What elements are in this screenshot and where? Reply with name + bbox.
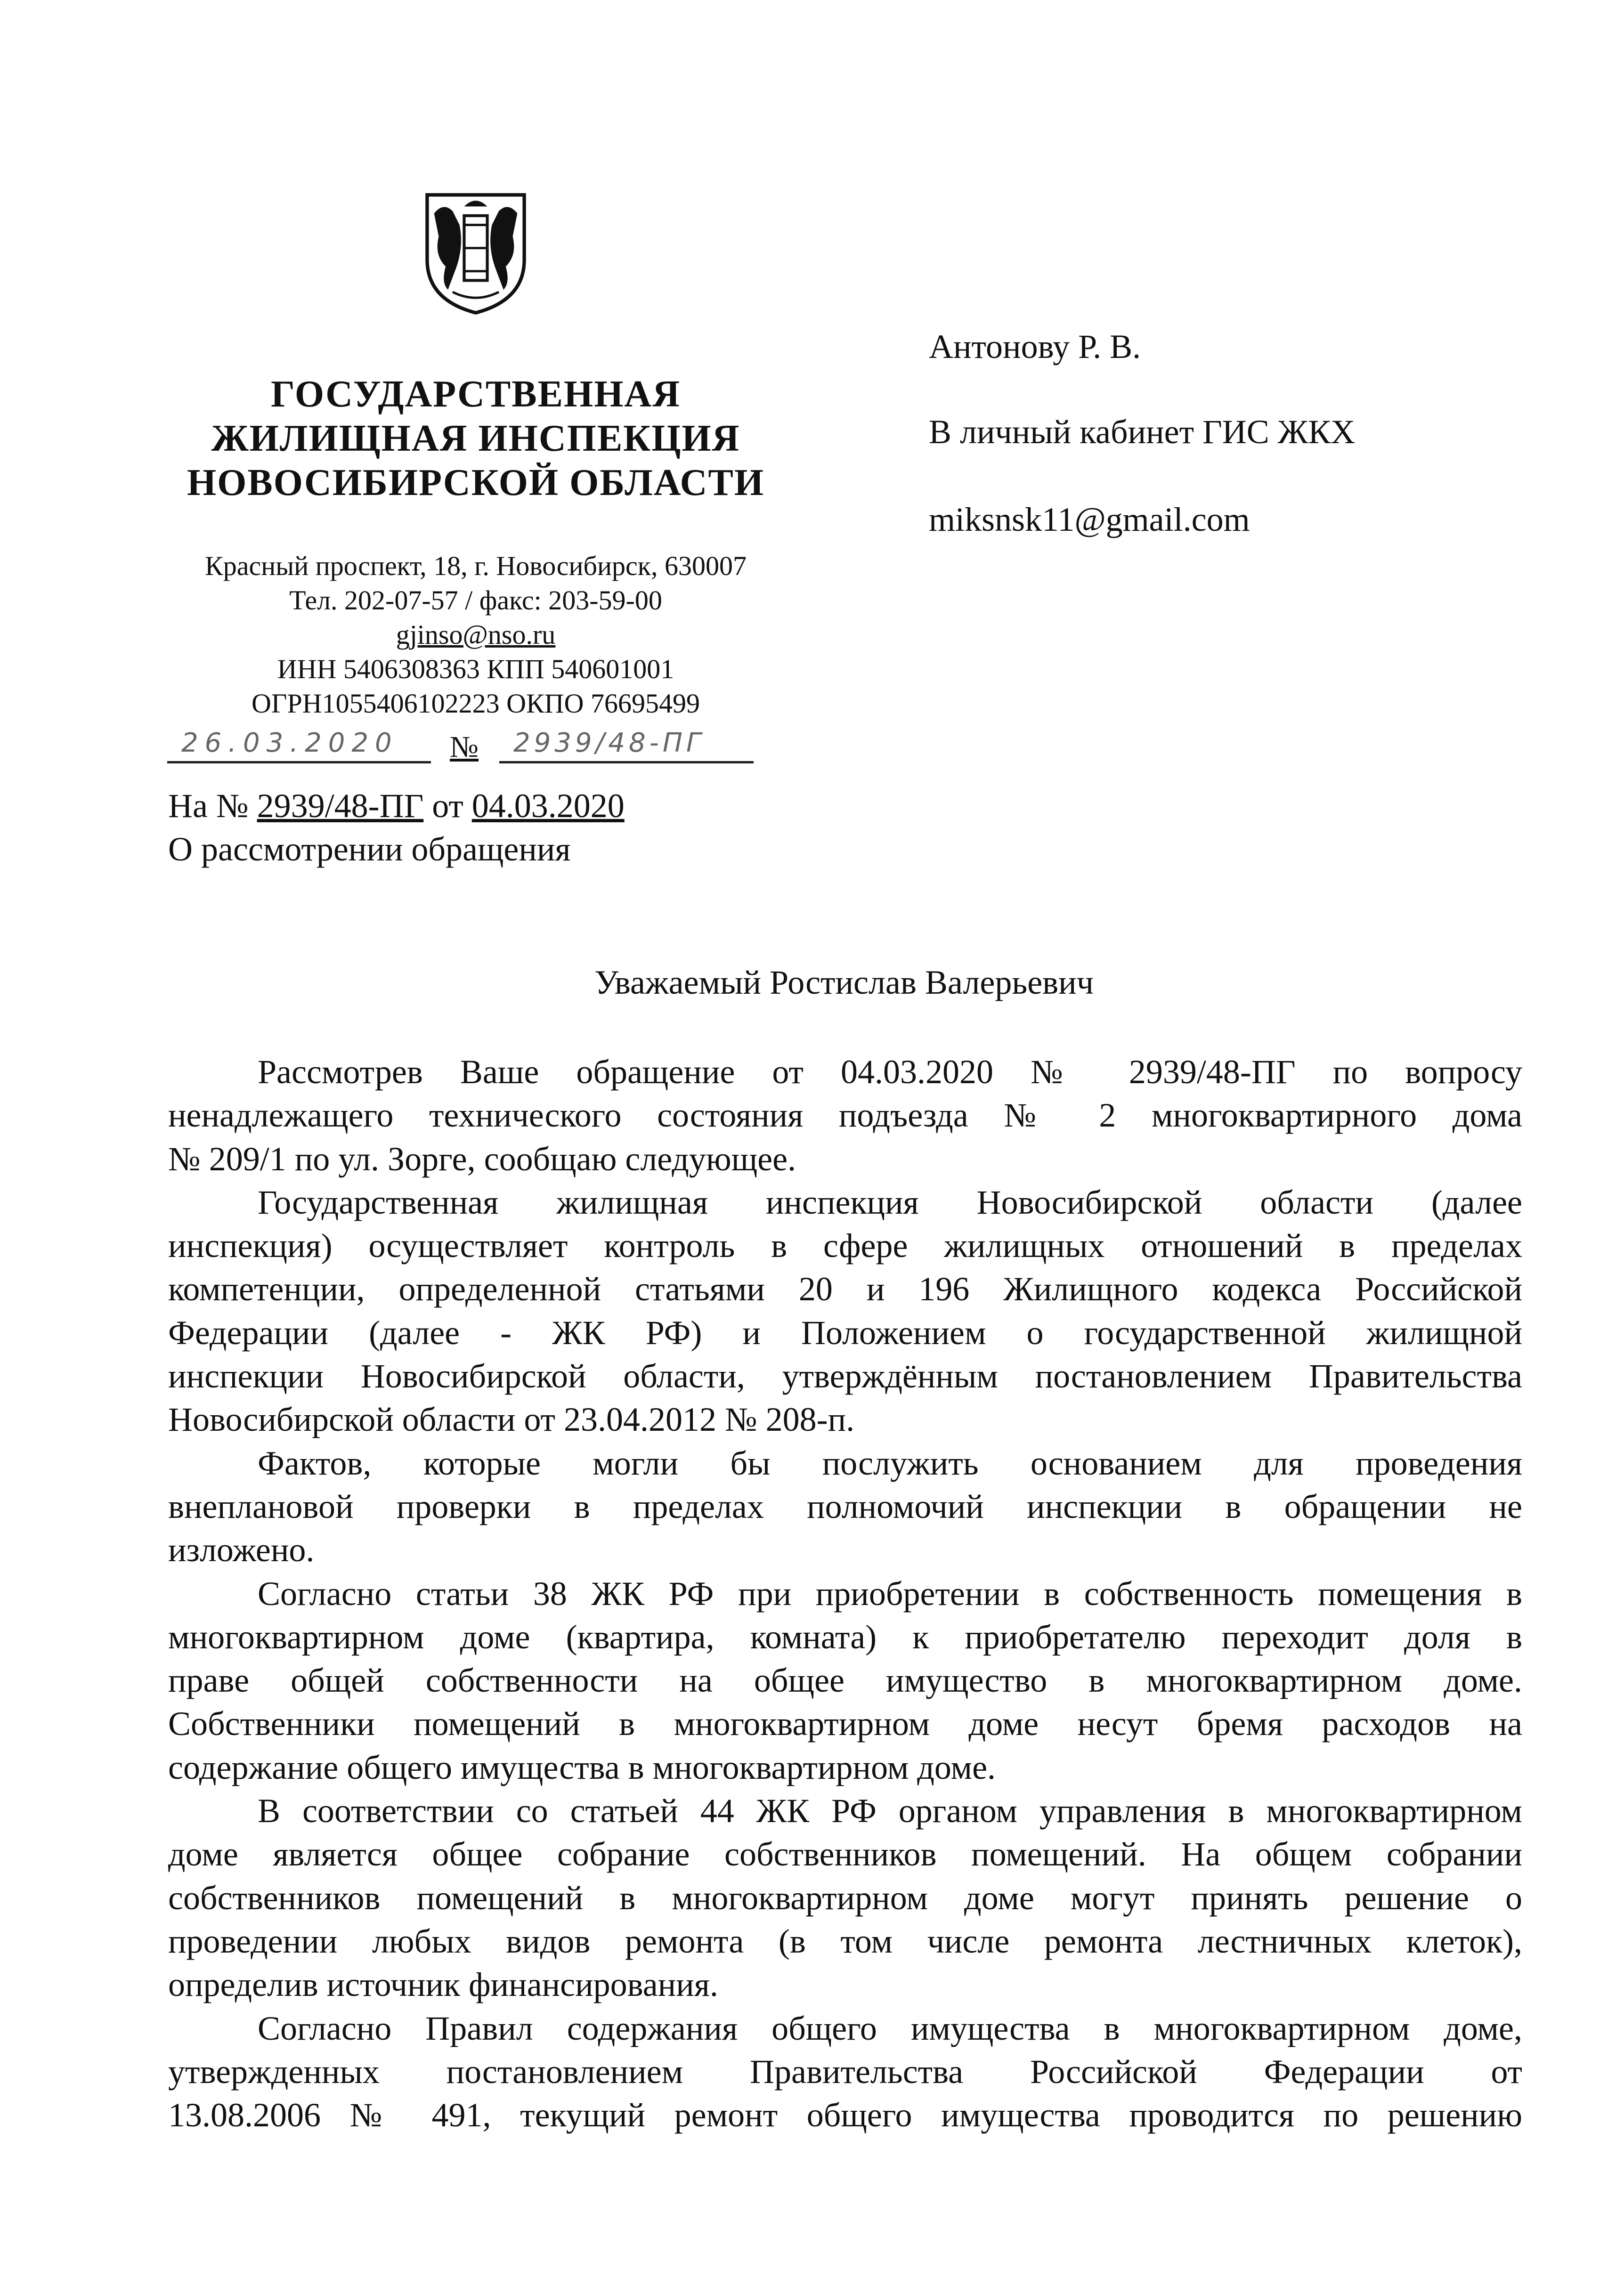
paragraph-line: содержание общего имущества в многоквартирном доме. <box>168 1748 996 1786</box>
title-line: НОВОСИБИРСКОЙ ОБЛАСТИ <box>187 462 765 503</box>
paragraph-line: многоквартирном доме (квартира, комната) к приобретателю переходит доля в <box>168 1618 1522 1656</box>
recipient-email: miksnsk11@gmail.com <box>929 501 1250 538</box>
ogrn-okpo: ОГРН1055406102223 ОКПО 76695499 <box>252 688 700 719</box>
paragraph-line: Согласно статьи 38 ЖК РФ при приобретении в собственность помещения в <box>258 1574 1522 1613</box>
paragraph-line: проведении любых видов ремонта (в том числе ремонта лестничных клеток), <box>168 1922 1522 1960</box>
paragraph <box>168 1789 1522 2006</box>
registration-line <box>167 728 751 765</box>
letter-body <box>168 1050 1522 2137</box>
paragraph-line: Новосибирской области от 23.04.2012 № 208-п. <box>168 1401 855 1439</box>
paragraph-line: изложено. <box>168 1531 315 1569</box>
paragraph <box>168 1181 1522 1442</box>
title-line: ГОСУДАРСТВЕННАЯ <box>271 373 681 415</box>
address: Красный проспект, 18, г. Новосибирск, 630007 <box>205 551 747 581</box>
paragraph-line: инспекции Новосибирской области, утверждённым постановлением Правительства <box>168 1357 1522 1395</box>
handwritten-outgoing-number: 2939/48-ПГ <box>499 728 754 763</box>
paragraph-line: праве общей собственности на общее имущество в многоквартирном доме. <box>168 1662 1522 1700</box>
reference-from: от <box>432 787 463 825</box>
reference-number: 2939/48-ПГ <box>257 787 424 825</box>
paragraph-line: компетенции, определенной статьями 20 и 196 Жилищного кодекса Российской <box>168 1270 1522 1308</box>
paragraph-line: № 209/1 по ул. Зорге, сообщаю следующее. <box>168 1140 796 1178</box>
title-line: ЖИЛИЩНАЯ ИНСПЕКЦИЯ <box>211 418 740 459</box>
number-sign: № <box>450 730 479 763</box>
paragraph <box>168 1050 1522 1181</box>
paragraph <box>168 2007 1522 2137</box>
salutation: Уважаемый Ростислав Валерьевич <box>594 964 1094 1001</box>
paragraph-line: определив источник финансирования. <box>168 1966 718 2004</box>
paragraph-line: Рассмотрев Ваше обращение от 04.03.2020 № 2939/48-ПГ по вопросу <box>258 1053 1522 1091</box>
paragraph-line: собственников помещений в многоквартирном доме могут принять решение о <box>168 1879 1522 1917</box>
paragraph-line: 13.08.2006 № 491, текущий ремонт общего имущества проводится по решению <box>168 2096 1522 2134</box>
paragraph-line: Согласно Правил содержания общего имущества в многоквартирном доме, <box>258 2009 1522 2047</box>
subject: О рассмотрении обращения <box>168 830 571 868</box>
paragraph-line: Федерации (далее - ЖК РФ) и Положением о государственной жилищной <box>168 1313 1522 1352</box>
paragraph <box>168 1572 1522 1789</box>
reference-block <box>168 784 625 871</box>
inn-kpp: ИНН 5406308363 КПП 540601001 <box>277 654 674 684</box>
paragraph-line: Собственники помещений в многоквартирном доме несут бремя расходов на <box>168 1705 1522 1743</box>
paragraph <box>168 1442 1522 1572</box>
recipient-name: Антонову Р. В. <box>929 328 1141 365</box>
organization-email-link[interactable]: gjinso@nso.ru <box>396 619 556 650</box>
organization-title <box>155 372 796 505</box>
recipient-channel: В личный кабинет ГИС ЖКХ <box>929 413 1356 451</box>
paragraph-line: доме является общее собрание собственников помещений. На общем собрании <box>168 1835 1522 1873</box>
paragraph-line: ненадлежащего технического состояния подъезда № 2 многоквартирного дома <box>168 1096 1522 1135</box>
paragraph-line: Фактов, которые могли бы послужить основанием для проведения <box>258 1444 1522 1482</box>
phone: Тел. 202-07-57 / факс: 203-59-00 <box>289 585 662 616</box>
reference-date: 04.03.2020 <box>471 787 625 825</box>
handwritten-outgoing-date: 26.03.2020 <box>167 728 431 763</box>
paragraph-line: Государственная жилищная инспекция Новосибирской области (далее <box>258 1183 1522 1221</box>
paragraph-line: инспекция) осуществляет контроль в сфере жилищных отношений в пределах <box>168 1227 1522 1265</box>
paragraph-line: внеплановой проверки в пределах полномочий инспекции в обращении не <box>168 1487 1522 1525</box>
paragraph-line: утвержденных постановлением Правительства Российской Федерации от <box>168 2052 1522 2091</box>
reference-prefix: На № <box>168 787 249 825</box>
paragraph-line: В соответствии со статьей 44 ЖК РФ органом управления в многоквартирном <box>258 1792 1522 1830</box>
coat-of-arms-emblem <box>417 190 535 317</box>
organization-details <box>155 549 796 721</box>
